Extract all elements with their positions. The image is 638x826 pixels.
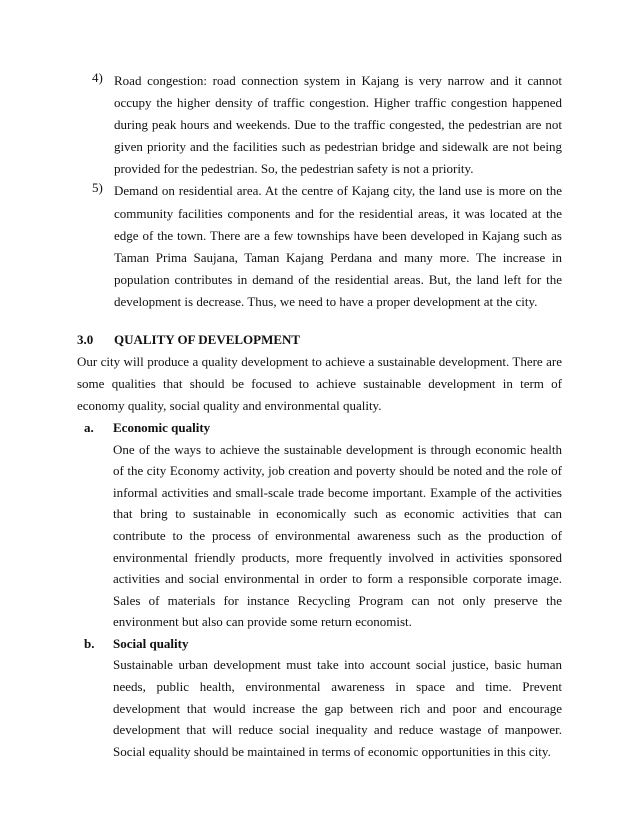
subsection-title: Economic quality (113, 420, 211, 436)
list-item-text: Demand on residential area. At the centre of Kajang city, the land use is more on the community facilities components and for the residential areas, it was located at the edge of the town. There are a few townships have been developed in Kajang such as Taman Prima Saujana, Taman Kajang Perdana and many more. The increase in population contributes in demand of the residential areas. But, the land left for the development is decrease. Thus, we need to have a proper development at the city. (114, 183, 562, 309)
subsection-body: One of the ways to achieve the sustainable development is through economic health of the city Economy activity, job creation and poverty should be noted and the role of informal activities and small-scale trade become important. Example of the activities that bring to sustainable in economically such as economic activities that can contribute to the process of environmental awareness such as the production of environmental friendly products, more frequently involved in activities sponsored activities and social environmental in order to form a responsible corporate image. Sales of materials for instance Recycling Program can not only preserve the environment but also can provide some return economist. (113, 441, 562, 630)
numbered-list (77, 70, 562, 313)
subsection-body: Sustainable urban development must take into account social justice, basic human needs, public health, environmental awareness in space and time. Prevent development that would increase the gap between rich and poor and encourage development that will reduce social inequality and reduce wastage of manpower. Social equality should be maintained in terms of economic opportunities in this city. (113, 657, 562, 759)
section-title: QUALITY OF DEVELOPMENT (114, 332, 301, 348)
list-item-number: 5) (92, 180, 103, 196)
list-item (77, 180, 562, 313)
subsection-title: Social quality (113, 635, 189, 651)
section-heading (77, 329, 562, 351)
subsection-economic-quality (77, 417, 562, 633)
section-intro: Our city will produce a quality development to achieve a sustainable development. There are some qualities that should be focused to achieve sustainable development in term of economy quality, social quality and environmental quality. (77, 354, 562, 414)
subsection-letter: b. (84, 635, 95, 651)
list-item (77, 70, 562, 180)
subsection-social-quality (77, 633, 562, 762)
section-number: 3.0 (77, 332, 94, 348)
list-item-number: 4) (92, 70, 103, 85)
subsection-letter: a. (84, 420, 94, 436)
list-item-text: Road congestion: road connection system in Kajang is very narrow and it cannot occupy the higher density of traffic congestion. Higher traffic congestion happened during peak hours and weekends. Due to the traffic congested, the pedestrian are not given priority and the facilities such as pedestrian bridge and sidewalk are not being provided for the pedestrian. So, the pedestrian safety is not a priority. (114, 73, 562, 177)
